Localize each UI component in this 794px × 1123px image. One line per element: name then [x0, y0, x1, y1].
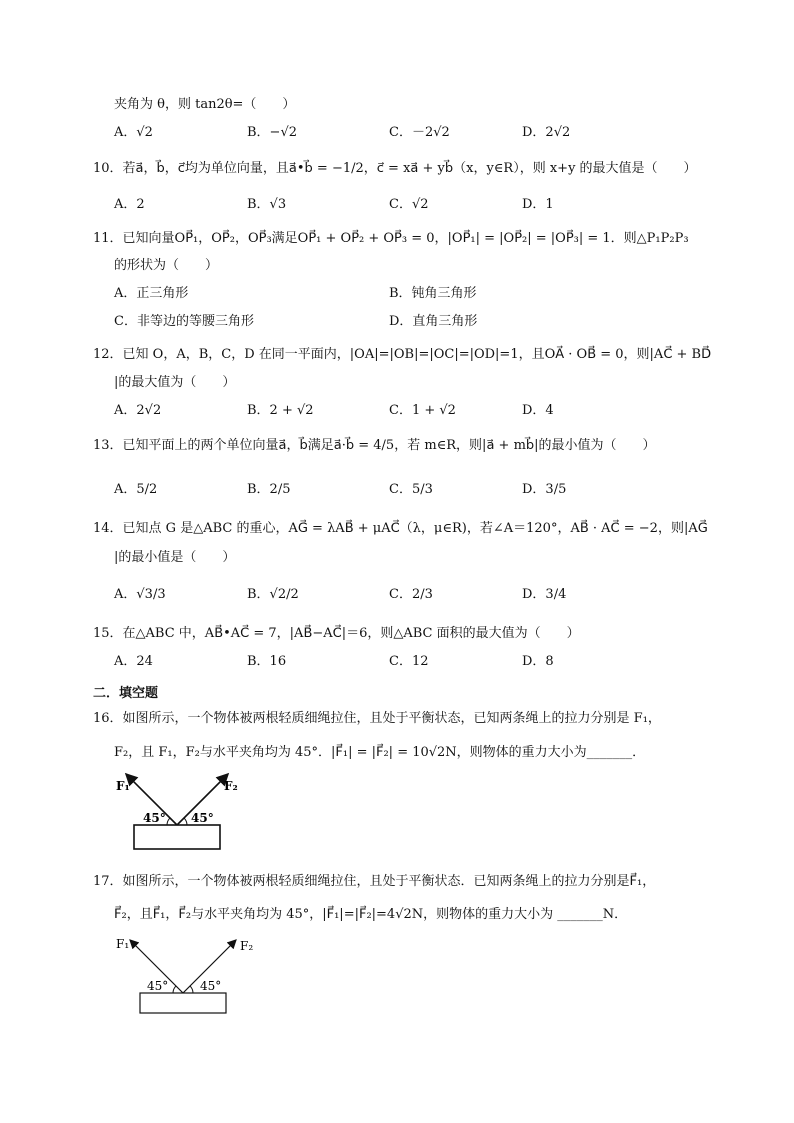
q16-force-diagram — [110, 768, 238, 856]
section-title-fill-in: 二．填空题 — [93, 686, 159, 701]
q12-option-d: D．4 — [522, 403, 554, 418]
q10-option-c: C．√2 — [389, 197, 429, 212]
q9-option-b: B．−√2 — [247, 125, 298, 140]
q9-option-c: C．－2√2 — [389, 125, 450, 140]
q11-option-b: B．钝角三角形 — [389, 286, 477, 301]
q12-text: 12．已知 O，A，B，C，D 在同一平面内，|OA|=|OB|=|OC|=|OD|=1，且OA⃗ · OB⃗ = 0，则|AC⃗ + BD⃗ — [93, 347, 712, 362]
q12-option-a: A．2√2 — [114, 403, 162, 418]
q16-line2: F₂，且 F₁，F₂与水平夹角均为 45°．|F⃗₁| = |F⃗₂| = 10√2N，则物体的重力大小为_______． — [114, 745, 646, 760]
q12-option-c: C．1 + √2 — [389, 403, 456, 418]
q14-option-a: A．√3/3 — [114, 587, 166, 602]
q15-option-d: D．8 — [522, 654, 554, 669]
q10-option-b: B．√3 — [247, 197, 287, 212]
q15-text: 15．在△ABC 中，AB⃗•AC⃗ = 7，|AB⃗−AC⃗|＝6，则△ABC 面积的最大值为（ ） — [93, 626, 580, 641]
q11-continuation: 的形状为（ ） — [114, 258, 219, 273]
q13-option-b: B．2/5 — [247, 482, 291, 497]
q15-option-a: A．24 — [114, 654, 153, 669]
q10-text: 10．若a⃗，b⃗，c⃗均为单位向量，且a⃗•b⃗ = −1/2，c⃗ = xa⃗ + yb⃗（x，y∈R），则 x+y 的最大值是（ ） — [93, 161, 697, 176]
q13-text: 13．已知平面上的两个单位向量a⃗，b⃗满足a⃗·b⃗ = 4/5，若 m∈R，则|a⃗ + mb⃗|的最小值为（ ） — [93, 438, 656, 453]
q13-option-a: A．5/2 — [114, 482, 158, 497]
q13-option-c: C．5/3 — [389, 482, 433, 497]
q16-angle-arc-left — [167, 818, 170, 825]
q14-text: 14．已知点 G 是△ABC 的重心，AG⃗ = λAB⃗ + μAC⃗（λ，μ∈R)，若∠A＝120°，AB⃗ · AC⃗ = −2，则|AG⃗ — [93, 521, 708, 536]
q12-continuation: |的最大值为（ ） — [114, 375, 236, 390]
q16-object-box — [134, 825, 220, 849]
q16-label-angle-left: 45° — [143, 811, 166, 825]
q16-label-angle-right: 45° — [191, 811, 214, 825]
q10-option-a: A．2 — [114, 197, 145, 212]
q15-option-c: C．12 — [389, 654, 429, 669]
q17-line1: 17．如图所示，一个物体被两根轻质细绳拉住，且处于平衡状态．已知两条绳上的拉力分别是F⃗₁， — [93, 874, 656, 889]
q17-label-f2: F₂ — [240, 939, 254, 953]
q16-label-f1: F₁ — [116, 779, 130, 793]
q11-option-d: D．直角三角形 — [389, 314, 478, 329]
q17-angle-arc-left — [173, 986, 176, 993]
q14-continuation: |的最小值是（ ） — [114, 550, 236, 565]
q16-line1: 16．如图所示，一个物体被两根轻质细绳拉住，且处于平衡状态，已知两条绳上的拉力分别是 F₁， — [93, 711, 661, 726]
q10-option-d: D．1 — [522, 197, 554, 212]
q14-option-b: B．√2/2 — [247, 587, 299, 602]
q13-option-d: D．3/5 — [522, 482, 567, 497]
q12-option-b: B．2 + √2 — [247, 403, 314, 418]
q14-option-c: C．2/3 — [389, 587, 433, 602]
q15-option-b: B．16 — [247, 654, 287, 669]
q11-text: 11．已知向量OP⃗₁，OP⃗₂，OP⃗₃满足OP⃗₁ + OP⃗₂ + OP⃗₃ = 0，|OP⃗₁| = |OP⃗₂| = |OP⃗₃| = 1．则△P₁P₂P₃ — [93, 231, 689, 246]
q17-object-box — [140, 993, 226, 1013]
q9-option-d: D．2√2 — [522, 125, 571, 140]
q11-option-c: C．非等边的等腰三角形 — [114, 314, 254, 329]
q16-label-f2: F₂ — [224, 779, 238, 793]
q9-option-a: A．√2 — [114, 125, 153, 140]
q14-option-d: D．3/4 — [522, 587, 567, 602]
q9-continuation: 夹角为 θ，则 tan2θ=（ ） — [114, 97, 296, 112]
q17-label-angle-left: 45° — [147, 979, 169, 993]
q17-angle-arc-right — [190, 986, 193, 993]
q17-force-diagram — [112, 932, 252, 1018]
q17-label-f1: F₁ — [116, 937, 130, 951]
q11-option-a: A．正三角形 — [114, 286, 189, 301]
q17-line2: F⃗₂，且F⃗₁，F⃗₂与水平夹角均为 45°，|F⃗₁|=|F⃗₂|=4√2N，则物体的重力大小为 _______N． — [114, 907, 628, 922]
q17-label-angle-right: 45° — [200, 979, 222, 993]
q16-angle-arc-right — [184, 818, 187, 825]
